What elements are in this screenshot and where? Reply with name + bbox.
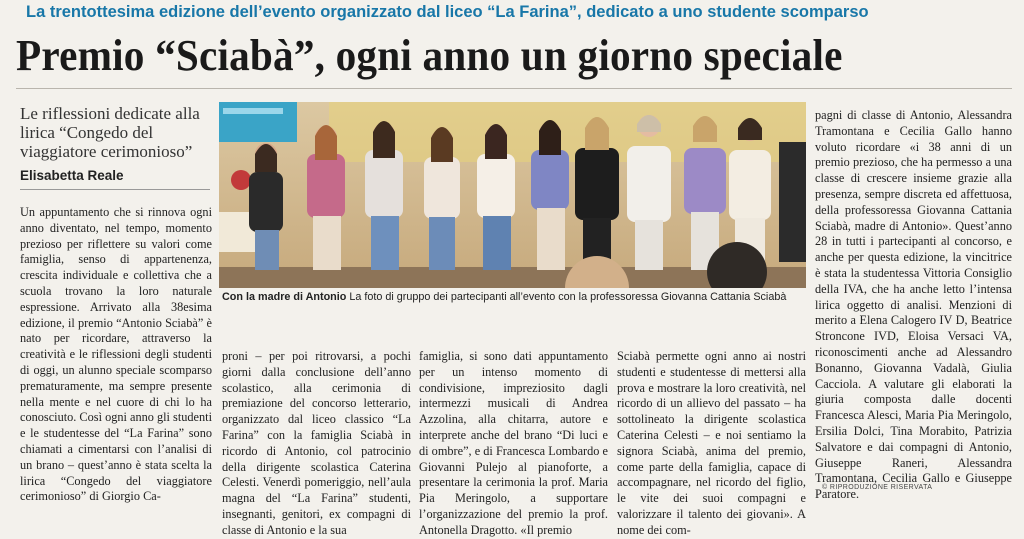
article-column-4 — [617, 349, 806, 539]
copyright-notice: © RIPRODUZIONE RISERVATA — [822, 484, 933, 491]
article-kicker: La trentottesima edizione dell’evento organizzato dal liceo “La Farina”, dedicato a uno studente scomparso — [26, 3, 869, 21]
article-column-1 — [20, 205, 212, 505]
column-1-text: Un appuntamento che si rinnova ogni anno diventato, nel tempo, momento prezioso per riflettere su valori come famiglia, senso di appartenenza, crescita individuale e collettiva che a scuola trovano la loro naturale espressione. Arrivato alla 38esima edizione, il premio “Antonio Sciabà” è nato per ricordare, attraverso la creatività e le riflessioni degli studenti di oggi, un alunno speciale scomparso prematuramente, ma sempre presente nella mente e nel cuore di chi lo ha conosciuto. Così ogni anno gli studenti e le studentesse del “La Farina” sono chiamati a cimentarsi con l’analisi di un brano – quest’anno è stata scelta la lirica “Congedo del viaggiatore cerimonioso” di Giorgio Ca- — [20, 205, 212, 504]
article-headline: Premio “Sciabà”, ogni anno un giorno speciale — [16, 31, 843, 80]
column-5-text: pagni di classe di Antonio, Alessandra Tramontana e Cecilia Gallo hanno voluto ricordare «i 38 anni di un premio prezioso, che ha permesso a una classe di crescere insieme grazie alla presenza, sempre discreta ed affettuosa, della professoressa Giovanna Cattania Sciabà, madre di Antonio». Quest’anno 28 in tutti i partecipanti al concorso, e anche per questa edizione, la vincitrice è stata la studentessa Vittoria Consiglio della IVA, che ha anche letto l’intensa lirica oggetto di analisi. Menzioni di merito a Elena Calogero IV D, Beatrice Stroncone IVD, Eloisa Versaci VA, riconoscimenti anche ad Alessandro Bonanno, Giovanna Vadalà, Giulia Cacciola. A valutare gli elaborati la giuria composta dalle docenti Francesca Alesci, Maria Pia Meringolo, Ersilia Dolci, Tina Morabito, Patrizia Salvatore e dai compagni di Antonio, Giuseppe Raneri, Alessandra Tramontana, Cecilia Gallo e Giuseppe Paratore. — [815, 108, 1012, 502]
column-4-text: Sciabà permette ogni anno ai nostri studenti e studentesse di mettersi alla prova e mostrare la loro creatività, nel ricordo di un allievo del passato – ha sottolineato la dirigente scolastica Caterina Celesti – e noi sentiamo la signora Sciabà, anima del premio, come parte della famiglia, capace di accompagnare, nel ricordo del figlio, le vite dei suoi compagni e valorizzare il talento dei giovani». A nome dei com- — [617, 349, 806, 537]
article-column-5 — [815, 108, 1012, 503]
photo-caption — [222, 291, 802, 304]
headline-rule — [16, 88, 1012, 89]
column-3-text: famiglia, si sono dati appuntamento per un intenso momento di condivisione, impreziosito dagli intermezzi musicali di Andrea Azzolina, alla chitarra, autore e interprete anche del brano “Di luci e di ombre”, e di Francesca Lombardo e Giovanni Pulejo al pianoforte, a presentare la cerimonia la prof. Maria Pia Meringolo, a supportare l’organizzazione del premio la prof. Antonella Dragotto. «Il premio — [419, 349, 608, 537]
group-photo-image — [219, 102, 806, 288]
article-subheadline: Le riflessioni dedicate alla lirica “Congedo del viaggiatore cerimonioso” — [20, 104, 200, 161]
byline-rule — [20, 189, 210, 190]
article-column-3 — [419, 349, 608, 539]
column-2-text: proni – per poi ritrovarsi, a pochi giorni dalla conclusione dell’anno scolastico, alla cerimonia di premiazione del concorso letterario, organizzato dal liceo classico “La Farina” con la famiglia Sciabà in ricordo di Antonio, col patrocinio della dirigente scolastica Caterina Celesti. Venerdì pomeriggio, nell’aula magna del “La Farina” studenti, insegnanti, genitori, ex compagni di classe di Antonio e la sua — [222, 349, 411, 537]
caption-text: La foto di gruppo dei partecipanti all’evento con la professoressa Giovanna Cattania Sciabà — [346, 291, 787, 303]
article-byline: Elisabetta Reale — [20, 168, 124, 183]
article-column-2 — [222, 349, 411, 539]
article-photo — [219, 102, 806, 288]
caption-lead: Con la madre di Antonio — [222, 291, 347, 303]
